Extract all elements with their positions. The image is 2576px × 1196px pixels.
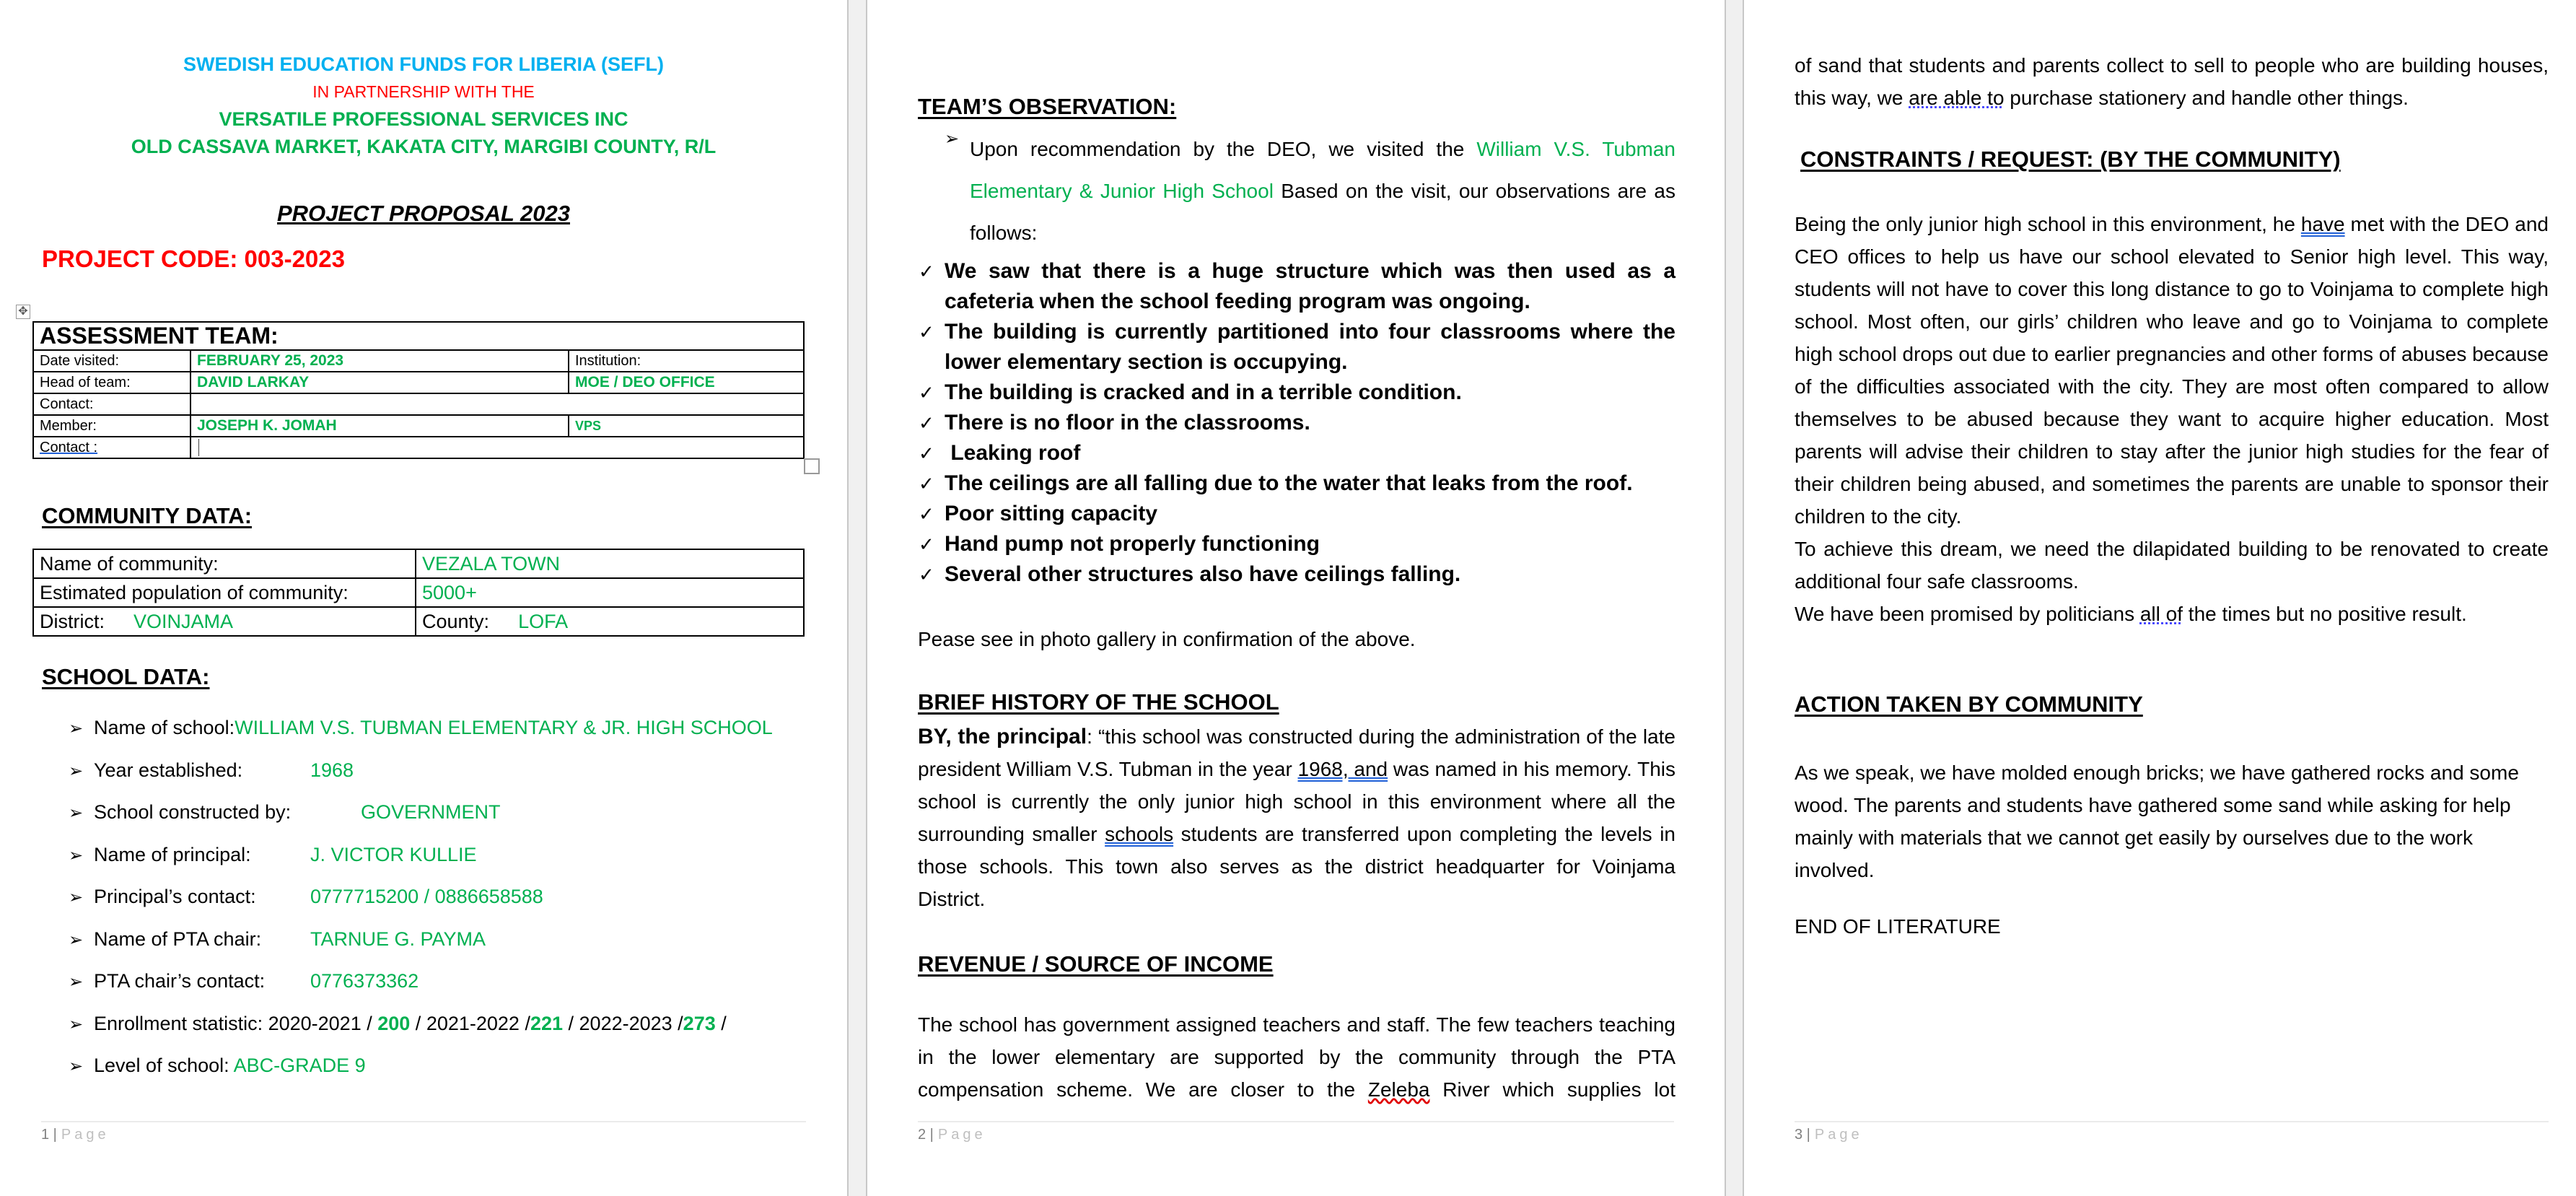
- grammar-flag[interactable]: are able to: [1909, 87, 2005, 109]
- page-number: [918, 1127, 986, 1143]
- county-value: LOFA: [518, 610, 569, 632]
- arrow-bullet-icon: ➢: [69, 803, 84, 823]
- revenue-paragraph: [918, 1008, 1675, 1106]
- row-label: Date visited:: [33, 350, 190, 372]
- head-of-team-value: DAVID LARKAY: [190, 372, 569, 393]
- list-item: [919, 256, 1675, 317]
- spelling-flag[interactable]: Zeleba: [1367, 1078, 1430, 1101]
- item-label: Principal’s contact:: [94, 886, 256, 907]
- enrollment-label: Enrollment statistic:: [94, 1012, 263, 1034]
- page-3: [1744, 0, 2576, 1196]
- project-code: PROJECT CODE: 003-2023: [42, 245, 345, 272]
- assessment-team-table: [32, 321, 805, 459]
- assessment-team-title: ASSESSMENT TEAM:: [33, 322, 804, 350]
- revenue-heading: REVENUE / SOURCE OF INCOME: [918, 951, 1274, 977]
- grammar-flag[interactable]: schools: [1105, 823, 1174, 845]
- checkmark-icon: ✓: [919, 261, 934, 282]
- table-row: [33, 393, 804, 415]
- checkmark-icon: ✓: [919, 564, 934, 585]
- row-label: Member:: [33, 415, 190, 437]
- table-move-handle-icon[interactable]: ✥: [16, 305, 30, 319]
- item-label: Name of PTA chair:: [94, 927, 262, 950]
- constraints-body: [1795, 208, 2549, 630]
- proposal-title: PROJECT PROPOSAL 2023: [276, 201, 570, 226]
- observation-intro: [918, 128, 1675, 254]
- observation-text: There is no floor in the classrooms.: [945, 411, 1310, 435]
- contact-label: Contact :: [40, 439, 98, 455]
- school-name-value: WILLIAM V.S. TUBMAN ELEMENTARY & JR. HIGH SCHOOL: [235, 717, 773, 738]
- intro-school-name: William V.S. Tubman Elementary & Junior High School: [970, 138, 1675, 202]
- member-institution-value: VPS: [569, 415, 804, 437]
- partner-address: OLD CASSAVA MARKET, KAKATA CITY, MARGIBI COUNTY, R/L: [131, 136, 717, 157]
- page-1: [0, 0, 847, 1196]
- checkmark-icon: ✓: [919, 382, 934, 403]
- district-cell: [33, 607, 416, 636]
- constraints-paragraph: [1795, 598, 2549, 630]
- observation-text: Poor sitting capacity: [945, 502, 1158, 525]
- grammar-flag[interactable]: 1968, and: [1297, 758, 1388, 780]
- revenue-text: River which supplies lot: [1429, 1078, 1675, 1101]
- enrollment-year: 2022-2023: [579, 1012, 673, 1034]
- arrow-bullet-icon: ➢: [69, 845, 84, 865]
- item-label: PTA chair’s contact:: [94, 970, 266, 992]
- list-item: [919, 529, 1675, 559]
- constraints-text: the times but no positive result.: [2183, 603, 2467, 625]
- community-name-value: VEZALA TOWN: [416, 549, 804, 578]
- item-label: Name of school:: [94, 717, 235, 738]
- history-text: was named in his memory. This school is currently the only junior high school in this environment where all the surrounding smaller: [918, 758, 1676, 845]
- revenue-text: of sand that students and parents collect to sell to people who are building houses, this way, we: [1795, 54, 2549, 109]
- list-item: [69, 715, 773, 757]
- checkmark-icon: ✓: [919, 473, 934, 494]
- observation-text: The building is cracked and in a terrible condition.: [945, 380, 1462, 404]
- arrow-bullet-icon: ➢: [69, 719, 84, 738]
- partner-name: VERSATILE PROFESSIONAL SERVICES INC: [219, 108, 628, 130]
- page-number-value: 1: [41, 1127, 50, 1143]
- population-value: 5000+: [416, 578, 804, 607]
- arrow-bullet-icon: ➢: [69, 1014, 84, 1034]
- page-number: [41, 1127, 110, 1143]
- page-word: Page: [937, 1127, 986, 1143]
- footer-separator: |: [926, 1127, 934, 1143]
- page-word: Page: [61, 1127, 110, 1143]
- footer-divider: [918, 1121, 1674, 1122]
- list-item: [919, 377, 1675, 408]
- history-author: BY, the principal: [918, 725, 1087, 748]
- list-item: [69, 799, 773, 842]
- population-label: Estimated population of community:: [33, 578, 416, 607]
- constraints-heading: CONSTRAINTS / REQUEST: (BY THE COMMUNITY): [1800, 147, 2341, 172]
- observation-text: Hand pump not properly functioning: [945, 532, 1320, 556]
- community-data-heading: COMMUNITY DATA:: [42, 503, 253, 528]
- page-number: [1795, 1127, 1863, 1143]
- row-label: Head of team:: [33, 372, 190, 393]
- district-label: District:: [40, 610, 105, 632]
- action-paragraph: As we speak, we have molded enough bricks; we have gathered rocks and some wood. The parents and students have gathered some sand while asking for help mainly with materials that we cannot get easily by ourselves due to the work involved.: [1795, 761, 2519, 881]
- constraints-text: Being the only junior high school in this environment, he: [1795, 213, 2301, 235]
- checkmark-icon: ✓: [919, 412, 934, 434]
- item-label: Name of principal:: [94, 843, 251, 865]
- item-label: Year established:: [94, 759, 243, 781]
- page-number-value: 2: [918, 1127, 926, 1143]
- footer-divider: [41, 1121, 806, 1122]
- page-2: [867, 0, 1725, 1196]
- intro-text: Upon recommendation by the DEO, we visited the: [970, 138, 1477, 160]
- revenue-text: purchase stationery and handle other things.: [2004, 87, 2409, 109]
- community-name-label: Name of community:: [33, 549, 416, 578]
- list-item: [919, 408, 1675, 438]
- footer-separator: |: [1802, 1127, 1810, 1143]
- institution-value: MOE / DEO OFFICE: [569, 372, 804, 393]
- enrollment-count: 200: [377, 1012, 411, 1034]
- letterhead: [0, 51, 847, 160]
- intro-text: Based on the visit, our observations are as follows:: [970, 180, 1675, 244]
- list-item: [919, 317, 1675, 377]
- arrow-bullet-icon: ➢: [69, 930, 84, 950]
- table-row: [33, 437, 804, 458]
- list-item: ➢ Enrollment statistic: 2020-2021 / 200 / 2021-2022 /221 / 2022-2023 /273 /: [69, 1011, 773, 1053]
- page-gutter: [1725, 0, 1744, 1196]
- table-resize-handle[interactable]: [804, 458, 820, 474]
- table-row: [33, 350, 804, 372]
- member-contact-value[interactable]: [190, 437, 804, 458]
- arrow-bullet-icon: ➢: [69, 761, 84, 781]
- enrollment-count: 273: [683, 1012, 716, 1034]
- footer-divider: [1795, 1121, 2549, 1122]
- item-label: Level of school:: [94, 1055, 229, 1076]
- constructed-by-value: GOVERNMENT: [361, 801, 501, 823]
- year-established-value: 1968: [310, 759, 354, 781]
- org-name: SWEDISH EDUCATION FUNDS FOR LIBERIA (SEFL): [183, 53, 664, 75]
- arrow-bullet-icon: ➢: [945, 129, 960, 149]
- footer-separator: |: [49, 1127, 57, 1143]
- action-heading: ACTION TAKEN BY COMMUNITY: [1795, 691, 2143, 717]
- list-item: [69, 1052, 773, 1095]
- checkmark-icon: ✓: [919, 442, 934, 464]
- constraints-text: We have been promised by politicians: [1795, 603, 2140, 625]
- school-data-heading: SCHOOL DATA:: [42, 664, 210, 689]
- grammar-flag[interactable]: have: [2300, 213, 2345, 235]
- observation-text: We saw that there is a huge structure which was then used as a cafeteria when the school feeding program was ongoing.: [945, 259, 1675, 313]
- page-word: Page: [1814, 1127, 1863, 1143]
- observation-checklist: [919, 256, 1675, 590]
- list-item: [919, 438, 1675, 468]
- observation-text: Leaking roof: [945, 441, 1081, 465]
- county-label: County:: [422, 610, 490, 632]
- text-cursor: [198, 439, 199, 456]
- table-row: [33, 415, 804, 437]
- arrow-bullet-icon: ➢: [69, 972, 84, 992]
- contact-value: [190, 393, 804, 415]
- table-row: [33, 549, 804, 578]
- observation-text: The ceilings are all falling due to the water that leaks from the roof.: [945, 471, 1633, 495]
- history-heading: BRIEF HISTORY OF THE SCHOOL: [918, 689, 1279, 715]
- list-item: [919, 559, 1675, 590]
- date-visited-value: FEBRUARY 25, 2023: [190, 350, 569, 372]
- pta-contact-value: 0776373362: [310, 970, 419, 992]
- district-value: VOINJAMA: [133, 610, 234, 632]
- checkmark-icon: ✓: [919, 503, 934, 525]
- list-item: [69, 842, 773, 884]
- arrow-bullet-icon: ➢: [69, 1057, 84, 1076]
- checkmark-icon: ✓: [919, 533, 934, 555]
- institution-label: Institution:: [569, 350, 804, 372]
- enrollment-year: 2021-2022: [426, 1012, 520, 1034]
- table-row: [33, 372, 804, 393]
- observation-text: The building is currently partitioned into four classrooms where the lower elementary section is occupying.: [945, 320, 1675, 374]
- list-item: [69, 883, 773, 926]
- history-paragraph: [918, 720, 1675, 915]
- page-number-value: 3: [1795, 1127, 1803, 1143]
- school-data-list: [69, 715, 773, 1095]
- row-label: [33, 437, 190, 458]
- pta-chair-value: TARNUE G. PAYMA: [310, 927, 486, 950]
- list-item: [69, 926, 773, 969]
- partnership-line: IN PARTNERSHIP WITH THE: [312, 82, 535, 101]
- enrollment-count: 221: [530, 1012, 564, 1034]
- list-item: [919, 499, 1675, 529]
- principal-name-value: J. VICTOR KULLIE: [310, 843, 477, 865]
- member-value: JOSEPH K. JOMAH: [190, 415, 569, 437]
- table-row: [33, 578, 804, 607]
- community-data-table: [32, 549, 805, 637]
- constraints-text: met with the DEO and CEO offices to help us have our school elevated to Senior high level. This way, students will not have to cover this long distance to go to Voinjama to complete high school. Most often, our girls’ children who leave and go to Voinjama to complete high school drops out due to earlier pregnancies and other forms of abuses because of the difficulties associated with the city. They are most often compared to allow themselves to be abused because they want to acquire higher education. Most parents will advise their children to stay after the junior high studies for the fear of their children being abused, and sometimes the parents are unable to sponsor their children to the city.: [1795, 213, 2549, 528]
- list-item: [69, 968, 773, 1011]
- constraints-paragraph: To achieve this dream, we need the dilapidated building to be renovated to create additional four safe classrooms.: [1795, 538, 2549, 593]
- revenue-text: The school has government assigned teachers and staff. The few teachers teaching in the lower elementary are supported by the community through the PTA compensation scheme. We are closer to the: [918, 1013, 1675, 1101]
- row-label: Contact:: [33, 393, 190, 415]
- grammar-flag[interactable]: all of: [2139, 603, 2183, 625]
- principal-contact-value: 0777715200 / 0886658588: [310, 886, 543, 907]
- list-item: [919, 468, 1675, 499]
- history-text: students are transferred upon completing the levels in those schools. This town also serves as the district headquarter for Voinjama District.: [918, 823, 1675, 910]
- constraints-paragraph: [1795, 208, 2549, 533]
- county-cell: [416, 607, 804, 636]
- item-label: School constructed by:: [94, 801, 292, 823]
- photo-gallery-note: Pease see in photo gallery in confirmation of the above.: [918, 628, 1416, 650]
- observation-heading: TEAM’S OBSERVATION:: [918, 94, 1177, 119]
- table-row: [33, 607, 804, 636]
- page-gutter: [847, 0, 867, 1196]
- enrollment-year: 2020-2021: [268, 1012, 362, 1034]
- observation-text: Several other structures also have ceilings falling.: [945, 562, 1461, 586]
- school-level-value: ABC-GRADE 9: [233, 1055, 366, 1076]
- checkmark-icon: ✓: [919, 321, 934, 343]
- arrow-bullet-icon: ➢: [69, 888, 84, 907]
- end-of-literature: END OF LITERATURE: [1795, 915, 2001, 938]
- history-text: : “this school was constructed during the administration of the late president William V.S. Tubman in the year: [918, 725, 1675, 780]
- revenue-continued-paragraph: [1795, 49, 2549, 114]
- list-item: [69, 757, 773, 800]
